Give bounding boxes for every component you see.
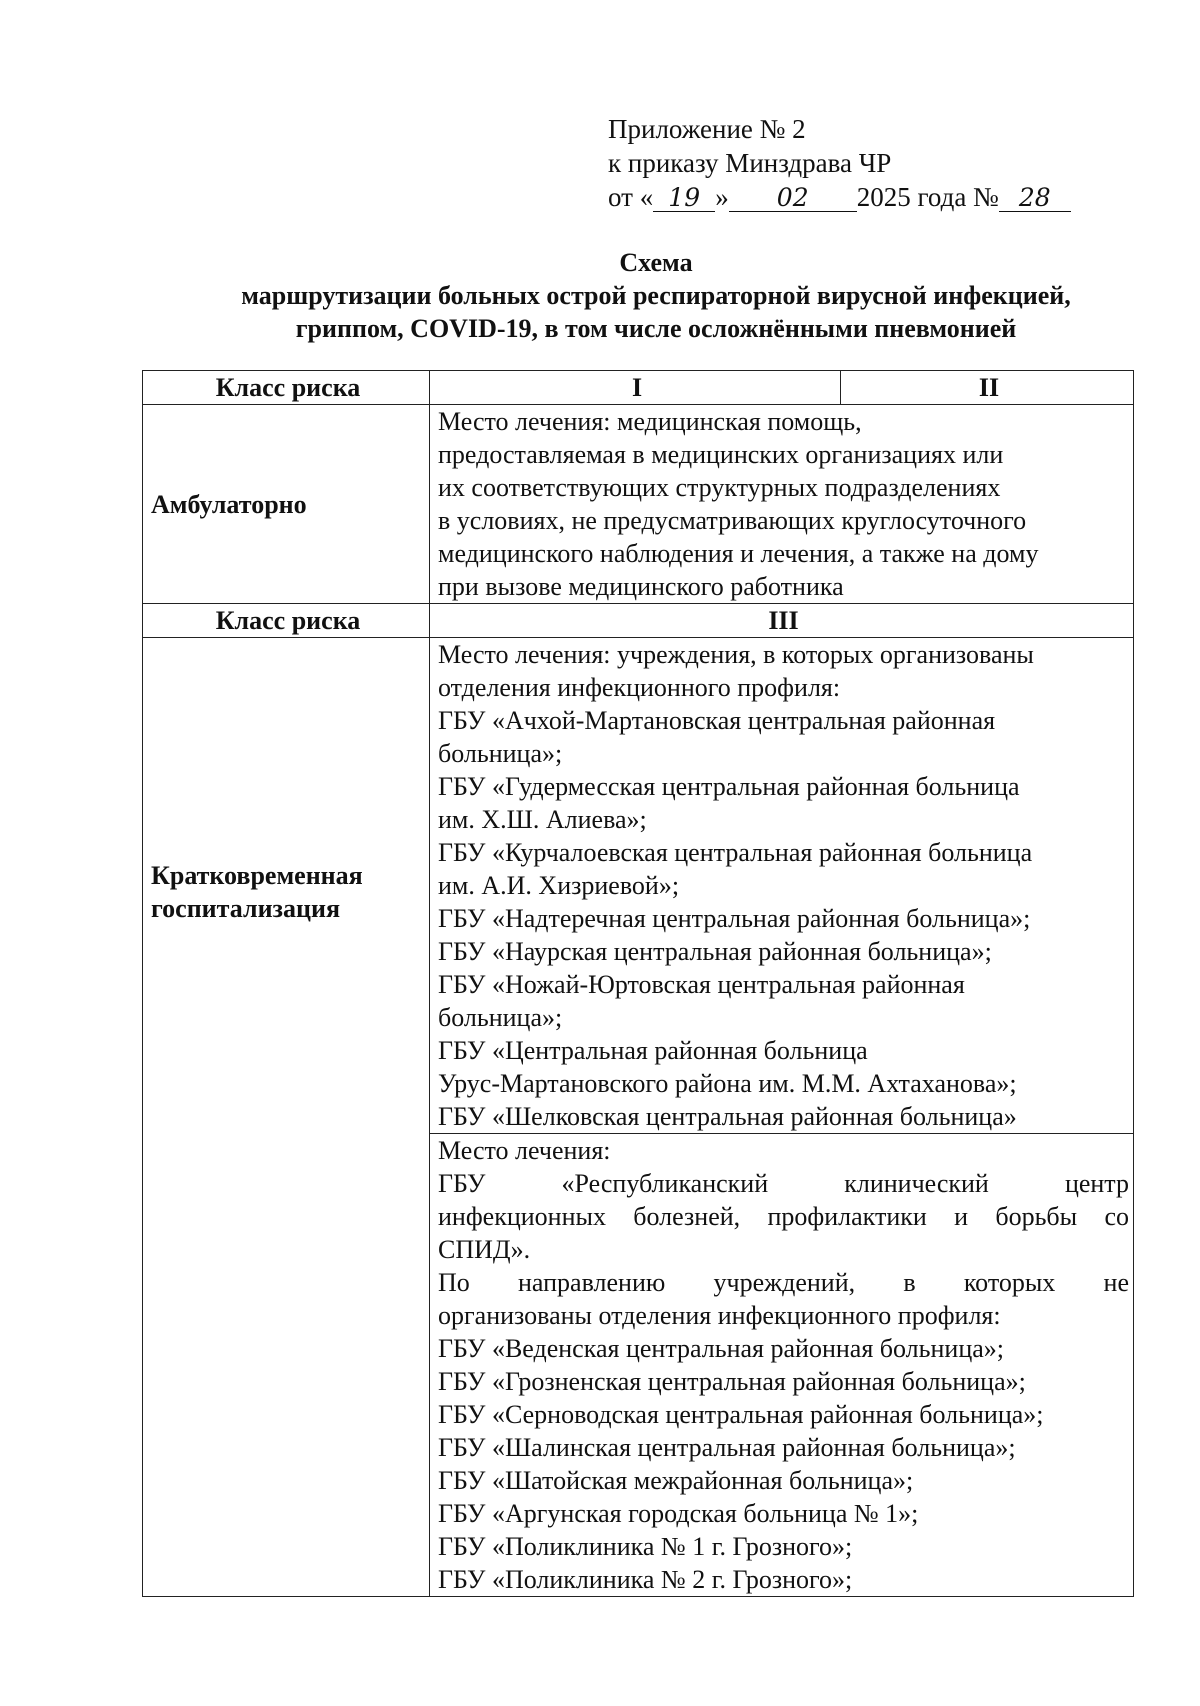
outpatient-text: [430, 405, 1134, 604]
risk-class-label-2: Класс риска: [143, 604, 430, 638]
short-hosp-label-line-1: Кратковременная: [151, 861, 363, 890]
risk-class-row-2: [143, 604, 1134, 638]
short-hosp-label-line-2: госпитализация: [151, 894, 341, 923]
block1-line: ГБУ «Гудермесская центральная районная больница: [438, 772, 1020, 801]
short-hospitalization-label: [143, 638, 430, 1597]
block1-line: ГБУ «Центральная районная больница: [438, 1036, 868, 1065]
appendix-order-ref: к приказу Минздрава ЧР: [608, 148, 892, 178]
block2-line: ГБУ «Веденская центральная районная больница»;: [438, 1334, 1005, 1363]
block1-line: ГБУ «Курчалоевская центральная районная больница: [438, 838, 1033, 867]
block2-line: ГБУ «Грозненская центральная районная больница»;: [438, 1367, 1026, 1396]
risk-class-row-1: [143, 371, 1134, 405]
block2-line: организованы отделения инфекционного профиля:: [438, 1301, 1001, 1330]
outpatient-line: в условиях, не предусматривающих круглосуточного: [438, 506, 1027, 535]
document-heading: [140, 246, 1172, 345]
hospitals-block-2: [430, 1134, 1134, 1597]
risk-class-2: II: [841, 371, 1134, 405]
date-prefix: от «: [608, 182, 654, 212]
risk-class-1: I: [430, 371, 841, 405]
block1-line: Место лечения: учреждения, в которых организованы: [438, 640, 1034, 669]
risk-class-3: III: [430, 604, 1134, 638]
block2-line: ГБУ «Аргунская городская больница № 1»;: [438, 1499, 919, 1528]
date-sep: »: [715, 182, 729, 212]
block1-line: им. Х.Ш. Алиева»;: [438, 805, 647, 834]
outpatient-line: медицинского наблюдения и лечения, а также на дому: [438, 539, 1039, 568]
block2-line: ГБУ «Поликлиника № 2 г. Грозного»;: [438, 1565, 853, 1594]
outpatient-line: их соответствующих структурных подразделениях: [438, 473, 1001, 502]
block1-line: Урус-Мартановского района им. М.М. Ахтаханова»;: [438, 1069, 1017, 1098]
handwritten-day: 19: [653, 185, 715, 212]
hospitals-block-1: [430, 638, 1134, 1134]
risk-class-label: Класс риска: [143, 371, 430, 405]
appendix-title: Приложение № 2: [608, 114, 806, 144]
outpatient-line: при вызове медицинского работника: [438, 572, 844, 601]
outpatient-label: Амбулаторно: [143, 405, 430, 604]
block1-line: больница»;: [438, 1003, 563, 1032]
outpatient-row: [143, 405, 1134, 604]
block1-line: им. А.И. Хизриевой»;: [438, 871, 680, 900]
block2-line: инфекционных болезней, профилактики и борьбы со: [438, 1202, 1129, 1231]
appendix-date-line: [608, 180, 1088, 214]
block1-line: отделения инфекционного профиля:: [438, 673, 841, 702]
block2-line: Место лечения:: [438, 1136, 611, 1165]
routing-table: [142, 370, 1134, 1597]
block1-line: ГБУ «Ножай-Юртовская центральная районная: [438, 970, 965, 999]
block1-line: ГБУ «Шелковская центральная районная больница»: [438, 1102, 1017, 1131]
short-hosp-row-1: [143, 638, 1134, 1134]
outpatient-line: предоставляемая в медицинских организациях или: [438, 440, 1004, 469]
handwritten-month: 02: [729, 185, 857, 212]
handwritten-order-number: 28: [999, 185, 1071, 212]
block1-line: больница»;: [438, 739, 563, 768]
heading-line-1: Схема: [619, 248, 693, 277]
block2-line: ГБУ «Республиканский клинический центр: [438, 1169, 1129, 1198]
heading-line-2: маршрутизации больных острой респираторной вирусной инфекцией,: [241, 281, 1071, 310]
outpatient-line: Место лечения: медицинская помощь,: [438, 407, 862, 436]
block1-line: ГБУ «Ачхой-Мартановская центральная районная: [438, 706, 996, 735]
heading-line-3: гриппом, COVID-19, в том числе осложнёнными пневмонией: [295, 314, 1017, 343]
block2-line: СПИД».: [438, 1235, 531, 1264]
block2-line: ГБУ «Серноводская центральная районная больница»;: [438, 1400, 1044, 1429]
year-text: 2025 года №: [856, 182, 999, 212]
block2-line: По направлению учреждений, в которых не: [438, 1268, 1129, 1297]
block1-line: ГБУ «Наурская центральная районная больница»;: [438, 937, 992, 966]
appendix-header: [608, 112, 1088, 214]
block2-line: ГБУ «Шалинская центральная районная больница»;: [438, 1433, 1016, 1462]
block2-line: ГБУ «Поликлиника № 1 г. Грозного»;: [438, 1532, 853, 1561]
block1-line: ГБУ «Надтеречная центральная районная больница»;: [438, 904, 1031, 933]
block2-line: ГБУ «Шатойская межрайонная больница»;: [438, 1466, 914, 1495]
